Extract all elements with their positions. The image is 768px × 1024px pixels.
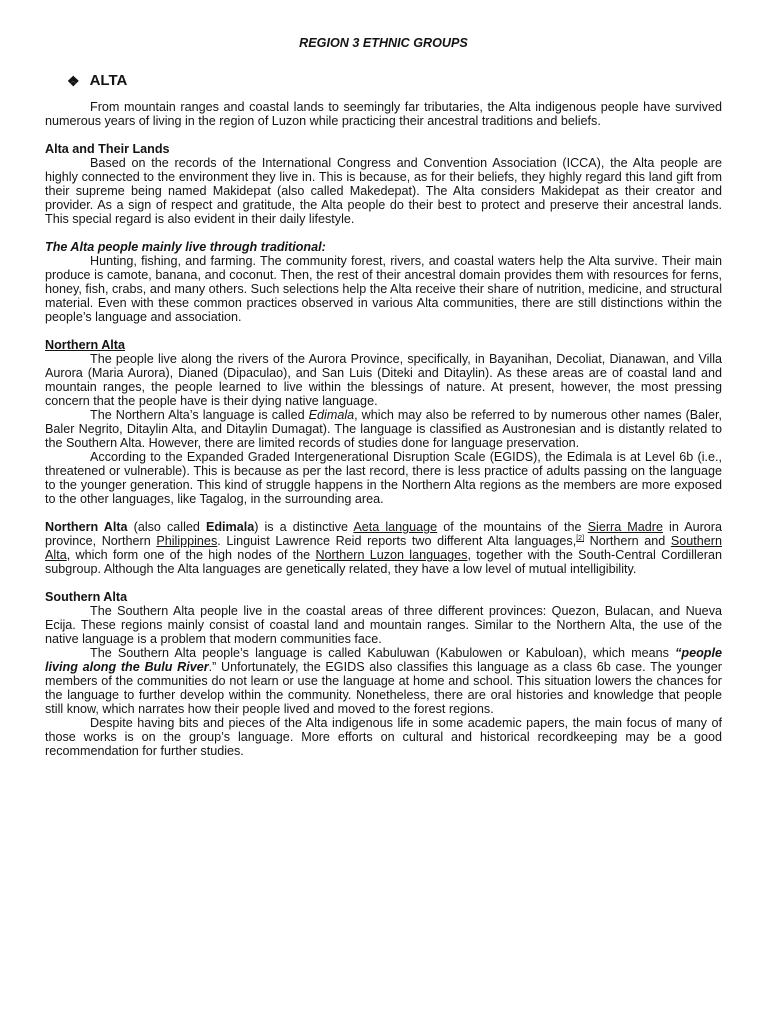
northern-alta-heading: Northern Alta — [45, 338, 125, 352]
wiki-excerpt-paragraph: Northern Alta (also called Edimala) is a distinctive Aeta language of the mountains of the Sierra Madre in Aurora province, Northern Philippines. Linguist Lawrence Reid reports two different Alta languages,[2] Northern and Southern Alta, which form one of the high nodes of the Northern Luzon languages, together with the South-Central Cordilleran subgroup. Although the Alta languages are genetically related, they have a low level of mutual intelligibility. — [45, 520, 723, 576]
southern-alta-heading: Southern Alta — [45, 590, 128, 604]
bulu-river-quote: “people living along the Bulu River — [45, 646, 722, 674]
southern-paragraph-3: Despite having bits and pieces of the Alta indigenous life in some academic papers, the main focus of many of those works is on the group’s language. More efforts on cultural and historical recordkeeping may be a good recommendation for further studies. — [45, 716, 722, 758]
intro-paragraph: From mountain ranges and coastal lands to seemingly far tributaries, the Alta indigenous people have survived numerous years of living in the region of Luzon while practicing their ancestral traditions and beliefs. — [45, 100, 722, 128]
lands-paragraph: Based on the records of the International Congress and Convention Association (ICCA), the Alta people are highly connected to the environment they live in. This is because, as for their beliefs, they highly regard this land gift from their supreme being named Makidepat (also called Makedepat). The Alta considers Makidepat as their creator and provider. As a sign of respect and gratitude, the Alta people do their best to protect and preserve their ancestral lands. This special regard is also evident in their daily lifestyle. — [45, 156, 722, 226]
southern-paragraph-1: The Southern Alta people live in the coastal areas of three different provinces: Quezon, Bulacan, and Nueva Ecija. These regions mainly consist of coastal land and mountain ranges. Similar to the Northern Alta, the use of the native language is a problem that modern communities face. — [45, 604, 722, 646]
section-heading — [67, 72, 722, 90]
link-southern-alta[interactable]: Southern Alta — [45, 534, 722, 562]
citation-link[interactable]: [2] — [576, 534, 585, 542]
edimala-term: Edimala — [308, 408, 355, 422]
page-title: REGION 3 ETHNIC GROUPS — [299, 36, 468, 50]
southern-paragraph-2: The Southern Alta people’s language is called Kabuluwan (Kabulowen or Kabuloan), which means “people living along the Bulu River.” Unfortunately, the EGIDS also classifies this language as a class 6b case. The younger members of the communities do not learn or use the language at home and school. This situation lowers the chances for the language to further develop within the community. Nonetheless, there are oral histories and knowledge that people still know, which narrates how their people lived and moved to the forest regions. — [45, 646, 722, 716]
link-northern-luzon-languages[interactable]: Northern Luzon languages — [315, 548, 468, 562]
northern-paragraph-2: The Northern Alta’s language is called Edimala, which may also be referred to by numerous other names (Baler, Baler Negrito, Ditaylin Alta, and Ditaylin Dumagat). The language is classified as Austronesian and is distantly related to the Southern Alta. However, there are limited records of studies done for language preservation. — [45, 408, 722, 450]
northern-paragraph-1: The people live along the rivers of the Aurora Province, specifically, in Bayanihan, Decoliat, Dianawan, and Villa Aurora (Maria Aurora), Dianed (Dipaculao), and San Luis (Diteki and Ditaylin). As these areas are of coastal land and mountain ranges, the people learned to live within the blessings of nature. At present, however, the most pressing concern that the people have is their dying native language. — [45, 352, 722, 408]
link-sierra-madre[interactable]: Sierra Madre — [587, 520, 663, 534]
section-title: ALTA — [89, 72, 128, 89]
traditional-paragraph: Hunting, fishing, and farming. The community forest, rivers, and coastal waters help the Alta survive. Their main produce is camote, banana, and coconut. Then, the rest of their ancestral domain provides them with resources for ferns, honey, fish, crabs, and many others. Such selections help the Alta receive their share of nutrition, medicine, and structural material. Even with these common practices observed in various Alta communities, there are still distinctions within the people’s language and association. — [45, 254, 722, 324]
link-philippines[interactable]: Philippines — [156, 534, 218, 548]
link-aeta-language[interactable]: Aeta language — [353, 520, 438, 534]
lands-heading: Alta and Their Lands — [45, 142, 170, 156]
diamond-bullet-icon: ❖ — [67, 73, 80, 89]
traditional-heading: The Alta people mainly live through traditional: — [45, 240, 326, 254]
northern-paragraph-3: According to the Expanded Graded Intergenerational Disruption Scale (EGIDS), the Edimala is at Level 6b (i.e., threatened or vulnerable). This is because as per the last record, there is less practice of adults passing on the language to the younger generation. This kind of struggle happens in the Northern Alta regions as the members are more exposed to the other languages, like Tagalog, in the surrounding area. — [45, 450, 722, 506]
